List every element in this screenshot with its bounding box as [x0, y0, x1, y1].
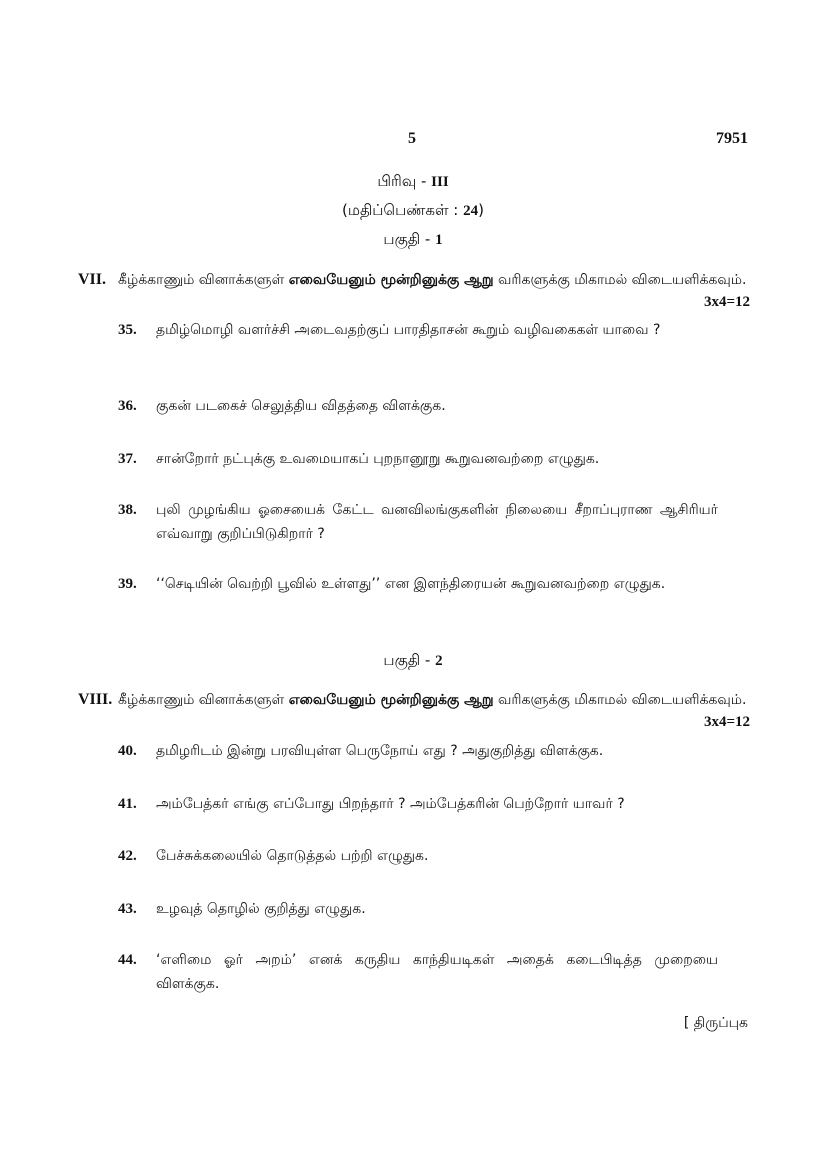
question-39	[118, 572, 718, 596]
instruction-vii	[78, 268, 750, 310]
question-text: சான்றோர் நட்புக்கு உவமையாகப் புறநானூறு கூறுவனவற்றை எழுதுக.	[156, 451, 600, 467]
question-number: 40.	[118, 743, 137, 759]
question-number: 42.	[118, 848, 137, 864]
question-number: 44.	[118, 952, 137, 968]
instruction-number: VIII.	[78, 691, 113, 708]
section-marks-prefix: (மதிப்பெண்கள் :	[342, 201, 464, 219]
instruction-text-bold: எவையேனும் மூன்றினுக்கு ஆறு	[288, 692, 494, 708]
instruction-text-after: வரிகளுக்கு மிகாமல் விடையளிக்கவும்.	[493, 692, 747, 708]
question-37	[118, 447, 718, 471]
paper-code: 7951	[716, 130, 748, 147]
question-number: 36.	[118, 398, 137, 414]
instruction-viii	[78, 688, 750, 730]
please-turn-over: [ திருப்புக	[683, 1015, 748, 1031]
section-marks	[0, 201, 826, 221]
question-35	[118, 318, 718, 342]
instruction-marks: 3x4=12	[703, 714, 750, 730]
question-44	[118, 948, 718, 996]
section-marks-value: 24	[463, 203, 479, 219]
question-text: ‘‘செடியின் வெற்றி பூவில் உள்ளது’’ என இளந்திரையன் கூறுவனவற்றை எழுதுக.	[156, 576, 666, 592]
question-text: அம்பேத்கர் எங்கு எப்போது பிறந்தார் ? அம்பேத்கரின் பெற்றோர் யாவர் ?	[156, 796, 625, 812]
question-36	[118, 394, 718, 418]
instruction-text-bold: எவையேனும் மூன்றினுக்கு ஆறு	[288, 272, 494, 288]
question-number: 38.	[118, 502, 137, 518]
section-title-prefix: பிரிவு -	[377, 172, 432, 190]
part-title-prefix: பகுதி -	[383, 230, 436, 248]
question-38	[118, 498, 718, 546]
question-number: 35.	[118, 322, 137, 338]
question-42	[118, 844, 718, 868]
page-number: 5	[408, 130, 416, 147]
question-text: தமிழரிடம் இன்று பரவியுள்ள பெருநோய் எது ? அதுகுறித்து விளக்குக.	[156, 743, 604, 759]
question-number: 41.	[118, 796, 137, 812]
part-title-prefix: பகுதி -	[383, 651, 436, 669]
question-number: 43.	[118, 901, 137, 917]
question-number: 39.	[118, 576, 137, 592]
question-text: உழவுத் தொழில் குறித்து எழுதுக.	[156, 901, 366, 917]
question-text: ‘எளிமை ஓர் அறம்’ எனக் கருதிய காந்தியடிகள் அதைக் கடைபிடித்த முறையை விளக்குக.	[156, 952, 718, 992]
question-40	[118, 739, 718, 763]
question-text: புலி முழங்கிய ஓசையைக் கேட்ட வனவிலங்குகளின் நிலையை சீறாப்புராண ஆசிரியர் எவ்வாறு குறிப்பிடுகிறார் ?	[156, 502, 718, 542]
question-41	[118, 792, 718, 816]
instruction-text	[118, 268, 750, 292]
question-43	[118, 897, 718, 921]
part-number: 1	[435, 232, 443, 248]
question-number: 37.	[118, 451, 137, 467]
section-title	[0, 172, 826, 192]
question-text: தமிழ்மொழி வளர்ச்சி அடைவதற்குப் பாரதிதாசன் கூறும் வழிவகைகள் யாவை ?	[156, 322, 661, 338]
instruction-number: VII.	[78, 271, 107, 288]
question-text: பேச்சுக்கலையில் தொடுத்தல் பற்றி எழுதுக.	[156, 848, 429, 864]
instruction-marks: 3x4=12	[703, 294, 750, 310]
part-1-title	[0, 230, 826, 250]
part-number: 2	[435, 653, 443, 669]
section-roman: III	[431, 174, 449, 190]
instruction-text	[118, 688, 750, 712]
question-text: குகன் படகைச் செலுத்திய விதத்தை விளக்குக.	[156, 398, 446, 414]
instruction-text-before: கீழ்க்காணும் வினாக்களுள்	[118, 692, 289, 708]
part-2-title	[0, 651, 826, 671]
section-marks-suffix: )	[478, 201, 484, 219]
instruction-text-before: கீழ்க்காணும் வினாக்களுள்	[118, 272, 289, 288]
instruction-text-after: வரிகளுக்கு மிகாமல் விடையளிக்கவும்.	[493, 272, 747, 288]
